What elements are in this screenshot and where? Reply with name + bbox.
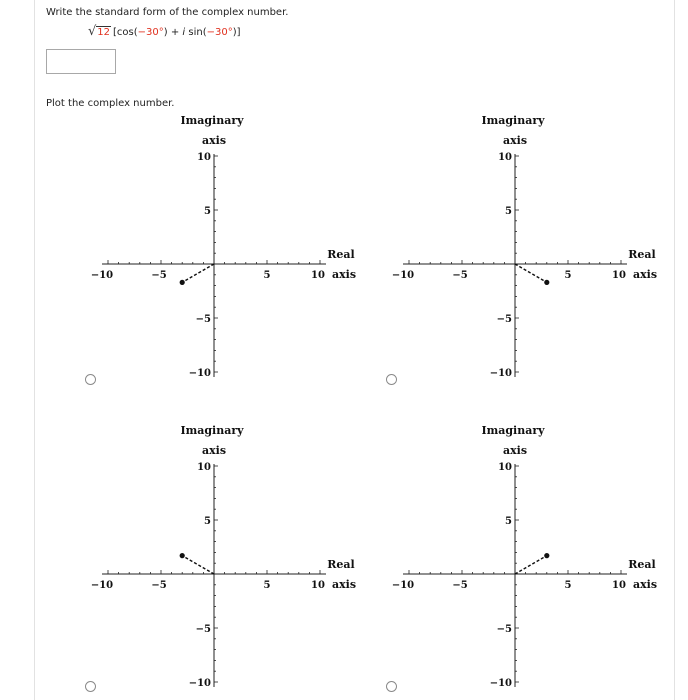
expr-close: )] bbox=[232, 27, 241, 38]
imaginary-axis-title: Imaginary bbox=[180, 424, 244, 437]
option-a-plot bbox=[88, 108, 368, 378]
y-tick-label: 10 bbox=[197, 462, 211, 473]
expr-angle-2: −30° bbox=[206, 27, 233, 38]
y-tick-label: −10 bbox=[489, 678, 512, 689]
y-tick-label: 5 bbox=[204, 206, 211, 217]
imaginary-axis-title: Imaginary bbox=[481, 424, 545, 437]
plot-prompt: Plot the complex number. bbox=[46, 98, 175, 109]
vector-segment bbox=[515, 556, 547, 574]
y-tick-label: −10 bbox=[489, 368, 512, 379]
option-c-plot bbox=[88, 418, 368, 688]
x-tick-label: −5 bbox=[151, 580, 167, 591]
real-axis-subtitle: axis bbox=[632, 268, 658, 281]
vector-segment bbox=[515, 264, 547, 282]
question-prompt: Write the standard form of the complex number. bbox=[46, 7, 289, 18]
imaginary-axis-subtitle: axis bbox=[201, 134, 227, 147]
y-tick-label: −10 bbox=[188, 368, 211, 379]
x-tick-label: −5 bbox=[452, 580, 468, 591]
radicand: 12 bbox=[97, 27, 111, 38]
x-tick-label: 10 bbox=[311, 580, 325, 591]
option-d-plot bbox=[389, 418, 669, 688]
x-tick-label: 10 bbox=[311, 270, 325, 281]
y-tick-label: 5 bbox=[204, 516, 211, 527]
y-tick-label: 10 bbox=[197, 152, 211, 163]
x-tick-label: 10 bbox=[612, 580, 626, 591]
y-tick-label: −5 bbox=[195, 314, 211, 325]
real-axis-subtitle: axis bbox=[632, 578, 658, 591]
radical-sign-icon: √ bbox=[88, 24, 97, 39]
imaginary-axis-subtitle: axis bbox=[201, 444, 227, 457]
complex-point bbox=[180, 280, 185, 285]
x-tick-label: −10 bbox=[90, 580, 114, 591]
answer-input[interactable] bbox=[46, 49, 116, 74]
option-c-radio[interactable] bbox=[85, 681, 96, 692]
expr-angle-1: −30° bbox=[137, 27, 164, 38]
x-tick-label: −5 bbox=[151, 270, 167, 281]
real-axis-title: Real bbox=[327, 248, 355, 261]
real-axis-subtitle: axis bbox=[331, 578, 357, 591]
y-tick-label: −10 bbox=[188, 678, 211, 689]
y-tick-label: 5 bbox=[505, 516, 512, 527]
x-tick-label: 5 bbox=[564, 270, 572, 281]
option-d-radio[interactable] bbox=[386, 681, 397, 692]
real-axis-subtitle: axis bbox=[331, 268, 357, 281]
real-axis-title: Real bbox=[628, 248, 656, 261]
y-tick-label: −5 bbox=[496, 314, 512, 325]
sqrt-radical bbox=[88, 24, 111, 39]
x-tick-label: 5 bbox=[263, 580, 271, 591]
imaginary-axis-subtitle: axis bbox=[502, 134, 528, 147]
y-tick-label: 10 bbox=[498, 152, 512, 163]
option-a-radio[interactable] bbox=[85, 374, 96, 385]
y-tick-label: 5 bbox=[505, 206, 512, 217]
vector-segment bbox=[182, 556, 214, 574]
vector-segment bbox=[182, 264, 214, 282]
imaginary-axis-title: Imaginary bbox=[481, 114, 545, 127]
y-tick-label: −5 bbox=[496, 624, 512, 635]
x-tick-label: −10 bbox=[391, 580, 415, 591]
expr-i: i bbox=[182, 27, 186, 38]
complex-point bbox=[544, 280, 549, 285]
x-tick-label: −5 bbox=[452, 270, 468, 281]
option-b-radio[interactable] bbox=[386, 374, 397, 385]
x-tick-label: 5 bbox=[564, 580, 572, 591]
y-tick-label: −5 bbox=[195, 624, 211, 635]
x-tick-label: −10 bbox=[90, 270, 114, 281]
real-axis-title: Real bbox=[628, 558, 656, 571]
expr-sin-open: sin( bbox=[185, 27, 207, 38]
expr-open: [cos( bbox=[113, 27, 138, 38]
complex-expression bbox=[88, 24, 241, 39]
real-axis-title: Real bbox=[327, 558, 355, 571]
expr-mid: ) + bbox=[163, 27, 183, 38]
complex-point bbox=[544, 553, 549, 558]
x-tick-label: −10 bbox=[391, 270, 415, 281]
complex-point bbox=[180, 553, 185, 558]
x-tick-label: 10 bbox=[612, 270, 626, 281]
y-tick-label: 10 bbox=[498, 462, 512, 473]
x-tick-label: 5 bbox=[263, 270, 271, 281]
option-b-plot bbox=[389, 108, 669, 378]
imaginary-axis-title: Imaginary bbox=[180, 114, 244, 127]
imaginary-axis-subtitle: axis bbox=[502, 444, 528, 457]
